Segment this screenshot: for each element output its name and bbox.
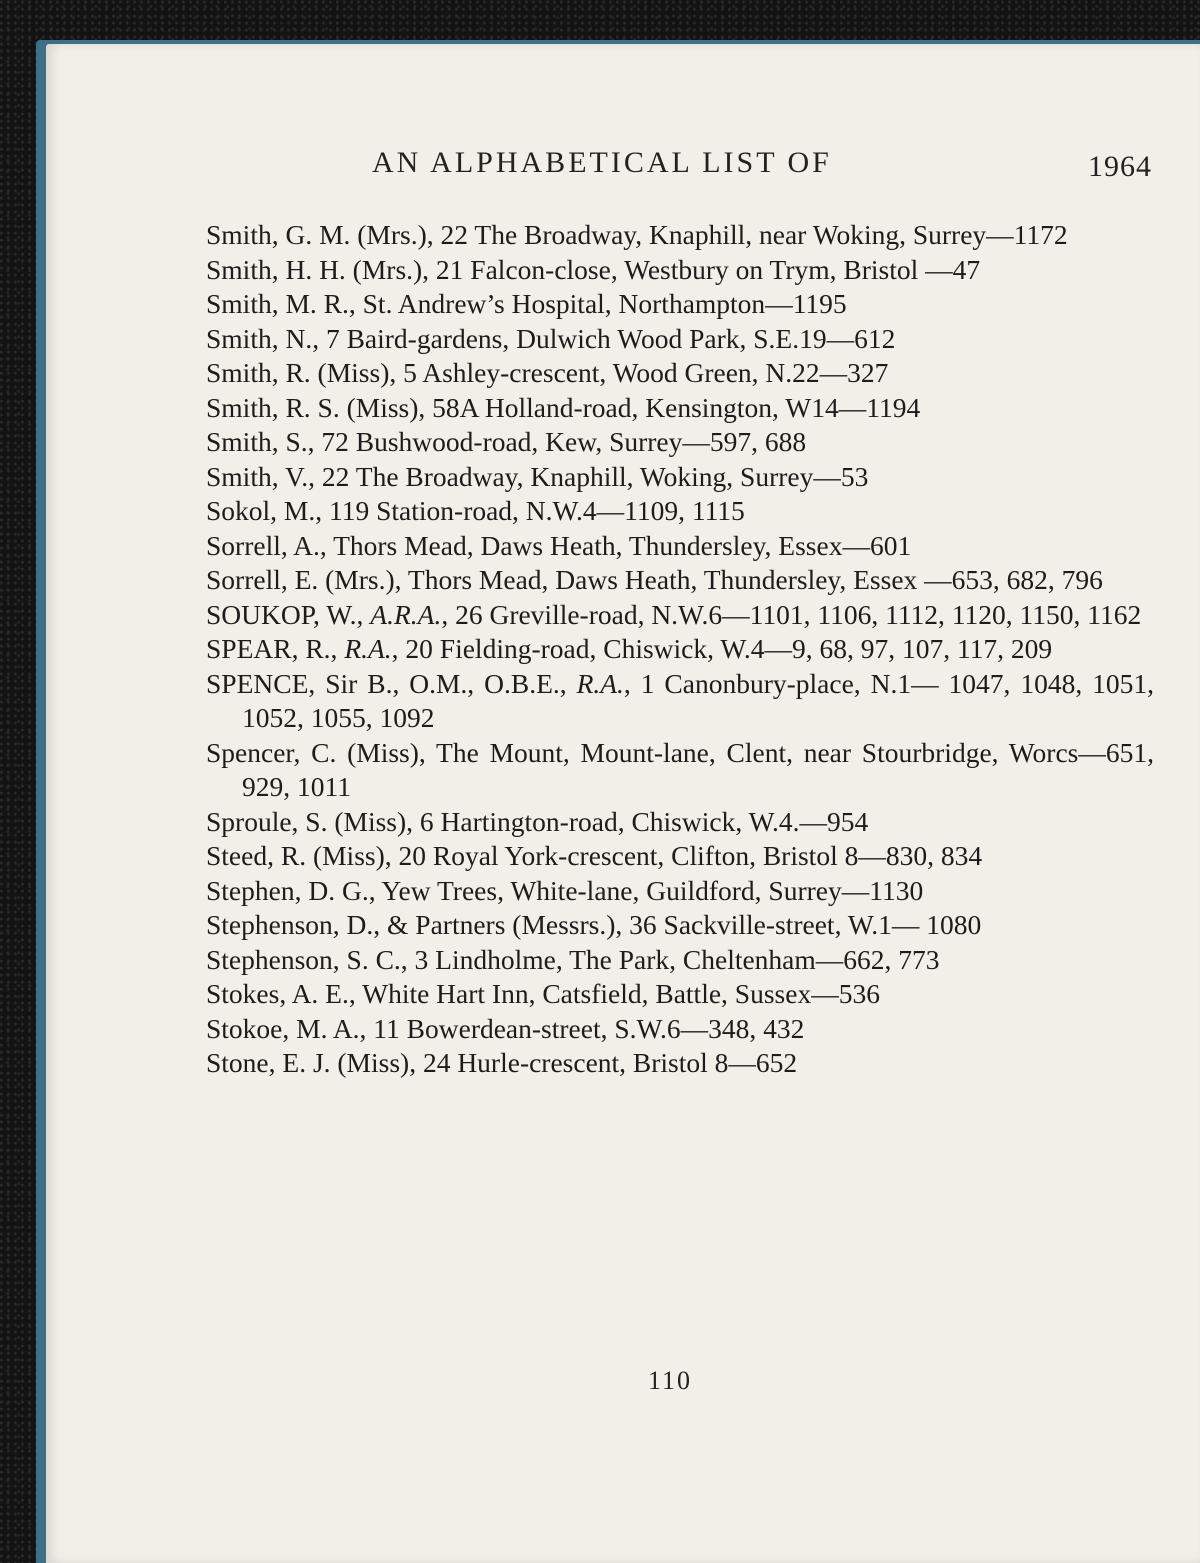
list-item <box>206 977 1154 1012</box>
entry-refs: —47 <box>918 253 981 285</box>
entry-name: Stephenson, S. C., 3 Lindholme, The Park, Cheltenham <box>206 943 816 975</box>
list-item <box>206 736 1154 805</box>
entry-refs: —1109, 1115 <box>596 495 745 526</box>
entry-name: Stephen, D. G., Yew Trees, White-lane, Guildford, Surrey <box>206 874 842 906</box>
list-item <box>206 1012 1154 1047</box>
list-item <box>206 460 1154 495</box>
list-item <box>206 805 1154 840</box>
entry-name: Stephenson, D., & Partners (Messrs.), 36 Sackville-street, W.1 <box>206 909 892 940</box>
entry-refs: —1172 <box>986 219 1068 250</box>
entry-refs: —9, 68, 97, 107, 117, 209 <box>764 633 1053 664</box>
entry-honour: R.A. <box>576 667 624 699</box>
entry-refs: —1101, 1106, 1112, 1120, 1150, 1162 <box>722 598 1142 630</box>
entry-refs: —1194 <box>838 391 921 423</box>
entry-refs: —652 <box>728 1047 798 1078</box>
entry-name: SOUKOP, W., <box>206 598 371 630</box>
page-number: 110 <box>648 1366 693 1395</box>
entry-refs: —830, 834 <box>858 840 983 871</box>
list-item <box>206 839 1154 874</box>
running-header <box>372 146 1152 186</box>
entry-refs: —536 <box>811 978 880 1009</box>
entry-honour: A.R.A. <box>370 598 442 630</box>
list-item <box>206 563 1154 598</box>
entry-address: , 26 Greville-road, N.W.6 <box>441 598 723 630</box>
entry-name: Sorrell, E. (Mrs.), Thors Mead, Daws Heath, Thundersley, Essex <box>206 564 918 595</box>
entry-refs: —651, 929, 1011 <box>242 736 1154 802</box>
entry-name: Sokol, M., 119 Station-road, N.W.4 <box>206 495 597 526</box>
list-item <box>206 391 1154 426</box>
entry-name: Steed, R. (Miss), 20 Royal York-crescent, Clifton, Bristol 8 <box>206 840 859 871</box>
entry-refs: — 1047, 1048, 1051, 1052, 1055, 1092 <box>242 667 1155 733</box>
entry-refs: —653, 682, 796 <box>917 564 1103 595</box>
entry-refs: —327 <box>819 357 889 388</box>
entry-refs: —597, 688 <box>682 426 807 457</box>
list-item <box>206 253 1154 288</box>
list-item <box>206 494 1154 529</box>
entry-name: SPENCE, Sir B., O.M., O.B.E., <box>206 667 577 699</box>
entry-name: Sproule, S. (Miss), 6 Hartington-road, Chiswick, W.4. <box>206 805 800 837</box>
entry-refs: —612 <box>826 322 896 354</box>
list-item <box>206 356 1154 391</box>
entry-refs: —601 <box>842 529 912 561</box>
entry-name: Smith, S., 72 Bushwood-road, Kew, Surrey <box>206 426 683 457</box>
entry-name: Smith, R. (Miss), 5 Ashley-crescent, Wood Green, N.22 <box>206 357 820 388</box>
list-item <box>206 874 1154 909</box>
entry-refs: —1130 <box>841 874 924 906</box>
list-item <box>206 667 1154 736</box>
entry-name: Smith, V., 22 The Broadway, Knaphill, Woking, Surrey <box>206 460 814 492</box>
entry-refs: —348, 432 <box>680 1012 805 1044</box>
entry-name: SPEAR, R., <box>206 633 345 664</box>
entry-refs: —53 <box>813 460 869 492</box>
entry-refs: — 1080 <box>891 909 982 940</box>
entry-refs: —954 <box>799 805 869 837</box>
entry-refs: —662, 773 <box>815 943 940 975</box>
entry-list <box>206 218 1154 1081</box>
entry-address: , 1 Canonbury-place, N.1 <box>623 667 912 699</box>
header-year: 1964 <box>1088 150 1152 183</box>
entry-name: Smith, G. M. (Mrs.), 22 The Broadway, Knaphill, near Woking, Surrey <box>206 219 987 250</box>
header-title: AN ALPHABETICAL LIST OF <box>372 146 832 179</box>
list-item <box>206 529 1154 564</box>
list-item <box>206 287 1154 322</box>
list-item <box>206 598 1154 633</box>
entry-name: Smith, R. S. (Miss), 58A Holland-road, Kensington, W14 <box>206 391 839 423</box>
list-item <box>206 425 1154 460</box>
list-item <box>206 218 1154 253</box>
entry-name: Stokes, A. E., White Hart Inn, Catsfield, Battle, Sussex <box>206 978 812 1009</box>
entry-refs: —1195 <box>765 288 847 319</box>
list-item <box>206 1046 1154 1081</box>
entry-address: , 20 Fielding-road, Chiswick, W.4 <box>391 633 765 664</box>
entry-name: Smith, M. R., St. Andrew’s Hospital, Northampton <box>206 288 766 319</box>
entry-name: Stokoe, M. A., 11 Bowerdean-street, S.W.6 <box>206 1012 681 1044</box>
list-item <box>206 322 1154 357</box>
list-item <box>206 943 1154 978</box>
list-item <box>206 908 1154 943</box>
entry-name: Sorrell, A., Thors Mead, Daws Heath, Thundersley, Essex <box>206 529 843 561</box>
entry-name: Smith, N., 7 Baird-gardens, Dulwich Wood Park, S.E.19 <box>206 322 827 354</box>
entry-name: Spencer, C. (Miss), The Mount, Mount-lane, Clent, near Stourbridge, Worcs <box>206 736 1079 768</box>
entry-name: Stone, E. J. (Miss), 24 Hurle-crescent, Bristol 8 <box>206 1047 729 1078</box>
entry-name: Smith, H. H. (Mrs.), 21 Falcon-close, Westbury on Trym, Bristol <box>206 253 919 285</box>
entry-honour: R.A. <box>344 633 392 664</box>
list-item <box>206 632 1154 667</box>
